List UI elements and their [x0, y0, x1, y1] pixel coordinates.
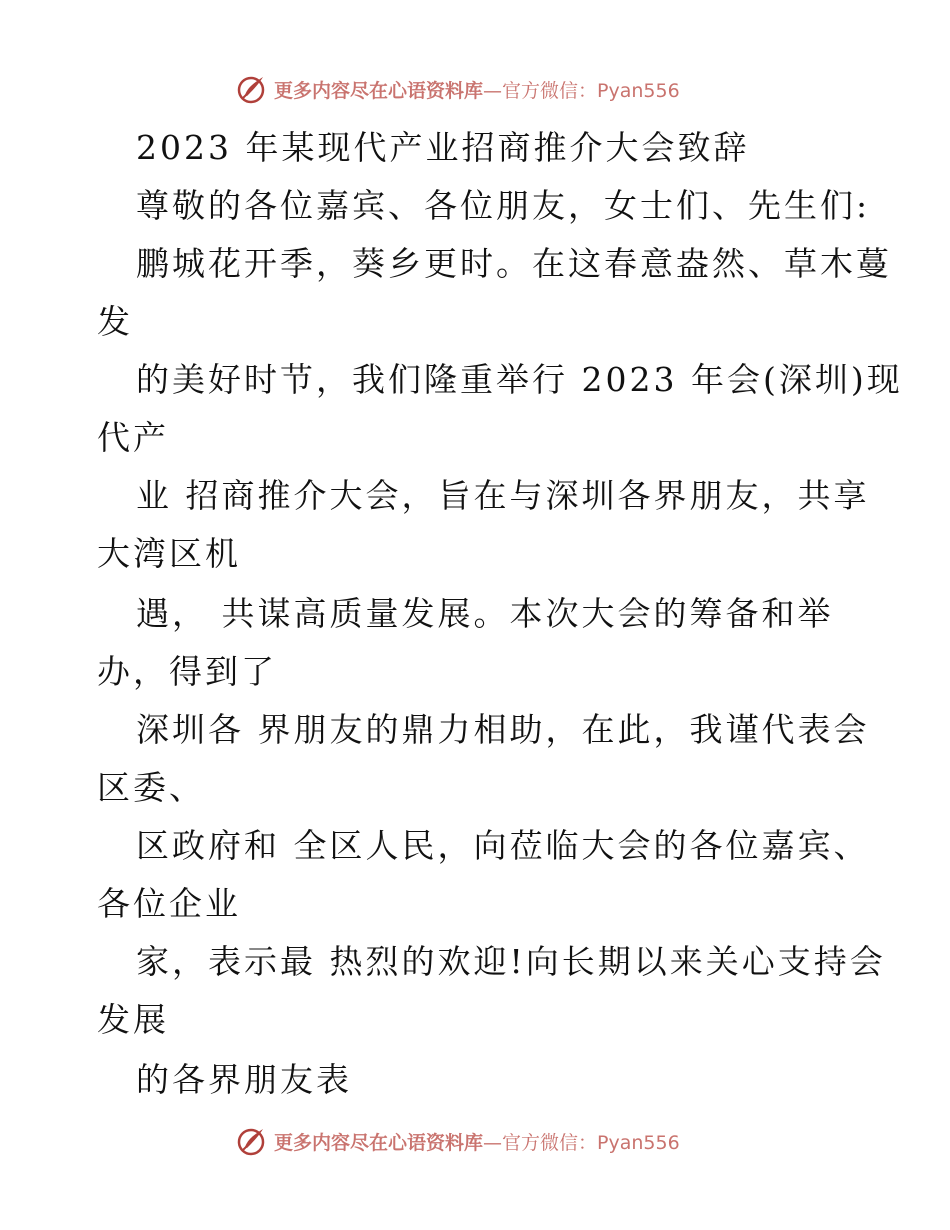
text-line: 各位企业: [97, 884, 241, 923]
text-line: 的美好时节，我们隆重举行 2023 年会(深圳)现: [136, 360, 903, 399]
header-watermark-banner: [236, 72, 680, 106]
text-line: 发展: [97, 1000, 169, 1039]
text-line: 尊敬的各位嘉宾、各位朋友，女士们、先生们:: [136, 186, 871, 225]
footer-watermark-banner: [236, 1124, 680, 1158]
text-line: 深圳各 界朋友的鼎力相助，在此，我谨代表会: [136, 710, 870, 749]
text-line: 鹏城花开季，葵乡更时。在这春意盎然、草木蔓: [136, 244, 892, 283]
text-line: 代产: [97, 418, 169, 457]
text-line: 大湾区机: [97, 534, 241, 573]
logo-icon: [236, 1125, 268, 1157]
text-line: 发: [97, 302, 133, 341]
text-line: 家，表示最 热烈的欢迎!向长期以来关心支持会: [136, 942, 886, 981]
text-line: 业 招商推介大会，旨在与深圳各界朋友，共享: [136, 476, 870, 515]
banner-main-text: 更多内容尽在心语资料库: [274, 79, 484, 102]
text-line: 区委、: [97, 768, 205, 807]
banner-sub-text: —官方微信：Pyan556: [483, 1131, 680, 1154]
banner-sub-text: —官方微信：Pyan556: [483, 79, 680, 102]
banner-main-text: 更多内容尽在心语资料库: [274, 1131, 484, 1154]
text-line: 遇， 共谋高质量发展。本次大会的筹备和举: [136, 594, 834, 633]
text-line: 办，得到了: [97, 652, 277, 691]
document-title: 2023 年某现代产业招商推介大会致辞: [136, 128, 750, 167]
text-line: 的各界朋友表: [136, 1060, 352, 1099]
logo-icon: [236, 73, 268, 105]
text-line: 区政府和 全区人民，向莅临大会的各位嘉宾、: [136, 826, 870, 865]
